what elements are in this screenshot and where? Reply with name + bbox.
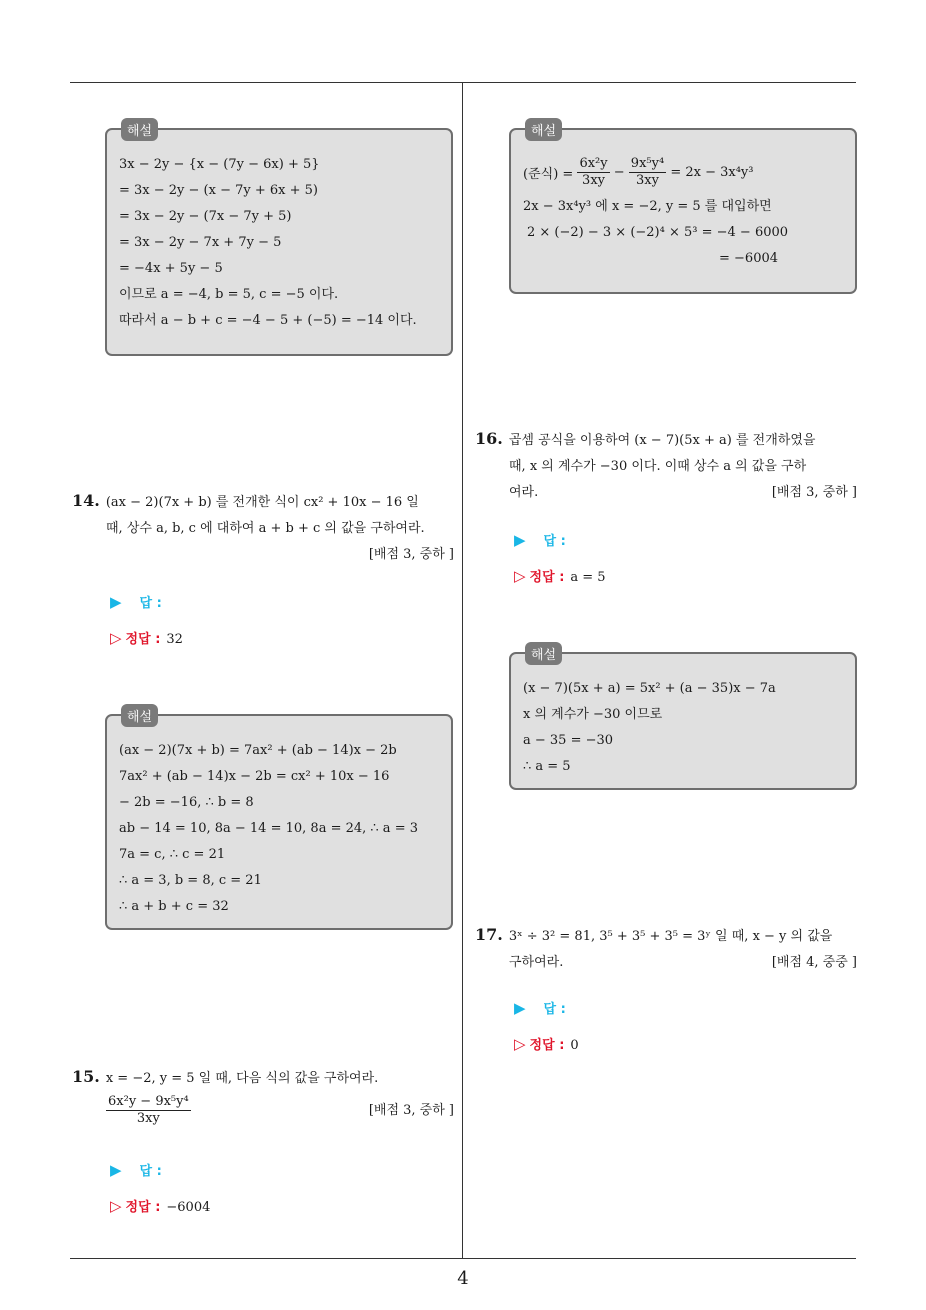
solution-line: x 의 계수가 −30 이므로 bbox=[523, 707, 663, 722]
solution-line: − 2b = −16, ∴ b = 8 bbox=[119, 795, 254, 810]
solution-line: 2x − 3x⁴y³ 에 x = −2, y = 5 를 대입하면 bbox=[523, 199, 772, 214]
correct-row-17 bbox=[514, 1034, 579, 1053]
triangle-outline-icon: ▷ bbox=[514, 1035, 526, 1053]
solution-tag: 해설 bbox=[121, 118, 158, 141]
question-15 bbox=[72, 1064, 454, 1127]
correct-label: 정답 : bbox=[125, 1200, 161, 1215]
points-label: [배점 3, 중하 ] bbox=[368, 547, 454, 562]
bottom-rule bbox=[70, 1258, 856, 1259]
solution-line: = −4x + 5y − 5 bbox=[119, 261, 223, 276]
question-number: 17. bbox=[475, 925, 503, 944]
triangle-outline-icon: ▷ bbox=[110, 629, 122, 647]
points-label: [배점 3, 중하 ] bbox=[771, 485, 857, 500]
expression-fraction: $\frac{\text{6x²y − 9x⁵y⁴}}{3xy}$ bbox=[108, 1094, 189, 1126]
answer-label: 답 : bbox=[543, 534, 566, 549]
solution-line: = 3x − 2y − (x − 7y + 6x + 5) bbox=[119, 183, 318, 198]
answer-row-17[interactable] bbox=[514, 998, 566, 1017]
correct-row-16 bbox=[514, 566, 606, 585]
question-text: 여라. bbox=[509, 485, 539, 500]
solution-line: (ax − 2)(7x + b) = 7ax² + (ab − 14)x − 2b bbox=[119, 743, 397, 758]
solution-line: ∴ a = 5 bbox=[523, 759, 571, 774]
solution-line: 이므로 a = −4, b = 5, c = −5 이다. bbox=[119, 287, 339, 302]
play-triangle-icon: ▶ bbox=[514, 999, 526, 1017]
solution-line: = −6004 bbox=[719, 251, 779, 266]
question-number: 15. bbox=[72, 1067, 100, 1086]
question-text: 3ˣ ÷ 3² = 81, 3⁵ + 3⁵ + 3⁵ = 3ʸ 일 때, x − y 의 값을 bbox=[508, 929, 833, 944]
solution-box-13 bbox=[105, 124, 453, 356]
points-label: [배점 3, 중하 ] bbox=[368, 1102, 454, 1118]
question-16 bbox=[475, 426, 857, 506]
answer-label: 답 : bbox=[543, 1002, 566, 1017]
play-triangle-icon: ▶ bbox=[110, 1161, 122, 1179]
correct-value: −6004 bbox=[166, 1200, 211, 1215]
solution-line: 7ax² + (ab − 14)x − 2b = cx² + 10x − 16 bbox=[119, 769, 390, 784]
correct-row-14 bbox=[110, 628, 183, 647]
question-17 bbox=[475, 922, 857, 976]
solution-line: ab − 14 = 10, 8a − 14 = 10, 8a = 24, ∴ a = 3 bbox=[119, 821, 418, 836]
correct-value: a = 5 bbox=[570, 570, 606, 585]
question-text: (ax − 2)(7x + b) 를 전개한 식이 cx² + 10x − 16 일 bbox=[105, 495, 419, 510]
question-text: 곱셈 공식을 이용하여 (x − 7)(5x + a) 를 전개하였을 bbox=[508, 433, 816, 448]
triangle-outline-icon: ▷ bbox=[110, 1197, 122, 1215]
solution-line: 따라서 a − b + c = −4 − 5 + (−5) = −14 이다. bbox=[119, 313, 417, 328]
correct-label: 정답 : bbox=[529, 570, 565, 585]
solution-line: ∴ a + b + c = 32 bbox=[119, 899, 229, 914]
solution-line: (준식) = $\frac{\text{6x²y}}{3xy}$ − $\frac{\text{9x⁵y⁴}}{3xy}$ = 2x − 3x⁴y³ bbox=[523, 155, 754, 188]
answer-label: 답 : bbox=[139, 1164, 162, 1179]
column-divider bbox=[462, 82, 463, 1258]
solution-box-16 bbox=[509, 648, 857, 790]
solution-box-15 bbox=[509, 124, 857, 294]
solution-line: = 3x − 2y − (7x − 7y + 5) bbox=[119, 209, 292, 224]
correct-row-15 bbox=[110, 1196, 210, 1215]
solution-line: (x − 7)(5x + a) = 5x² + (a − 35)x − 7a bbox=[523, 681, 776, 696]
play-triangle-icon: ▶ bbox=[110, 593, 122, 611]
solution-line: a − 35 = −30 bbox=[523, 733, 614, 748]
answer-row-14[interactable] bbox=[110, 592, 162, 611]
correct-value: 0 bbox=[570, 1038, 579, 1053]
solution-tag: 해설 bbox=[525, 642, 562, 665]
triangle-outline-icon: ▷ bbox=[514, 567, 526, 585]
correct-label: 정답 : bbox=[125, 632, 161, 647]
points-label: [배점 4, 중중 ] bbox=[771, 955, 857, 970]
answer-row-15[interactable] bbox=[110, 1160, 162, 1179]
question-text: x = −2, y = 5 일 때, 다음 식의 값을 구하여라. bbox=[105, 1071, 379, 1086]
question-14 bbox=[72, 488, 454, 568]
question-number: 14. bbox=[72, 491, 100, 510]
solution-line: ∴ a = 3, b = 8, c = 21 bbox=[119, 873, 262, 888]
correct-value: 32 bbox=[166, 632, 183, 647]
solution-tag: 해설 bbox=[121, 704, 158, 727]
play-triangle-icon: ▶ bbox=[514, 531, 526, 549]
question-number: 16. bbox=[475, 429, 503, 448]
solution-box-14 bbox=[105, 710, 453, 930]
question-text: 때, x 의 계수가 −30 이다. 이때 상수 a 의 값을 구하 bbox=[509, 459, 807, 474]
answer-label: 답 : bbox=[139, 596, 162, 611]
solution-line: 7a = c, ∴ c = 21 bbox=[119, 847, 226, 862]
solution-line: 2 × (−2) − 3 × (−2)⁴ × 5³ = −4 − 6000 bbox=[527, 225, 789, 240]
page-number: 4 bbox=[457, 1268, 469, 1289]
question-text: 구하여라. bbox=[509, 955, 564, 970]
solution-tag: 해설 bbox=[525, 118, 562, 141]
solution-line: 3x − 2y − {x − (7y − 6x) + 5} bbox=[119, 157, 320, 172]
answer-row-16[interactable] bbox=[514, 530, 566, 549]
top-rule bbox=[70, 82, 856, 83]
solution-line: = 3x − 2y − 7x + 7y − 5 bbox=[119, 235, 282, 250]
question-text: 때, 상수 a, b, c 에 대하여 a + b + c 의 값을 구하여라. bbox=[106, 521, 425, 536]
correct-label: 정답 : bbox=[529, 1038, 565, 1053]
